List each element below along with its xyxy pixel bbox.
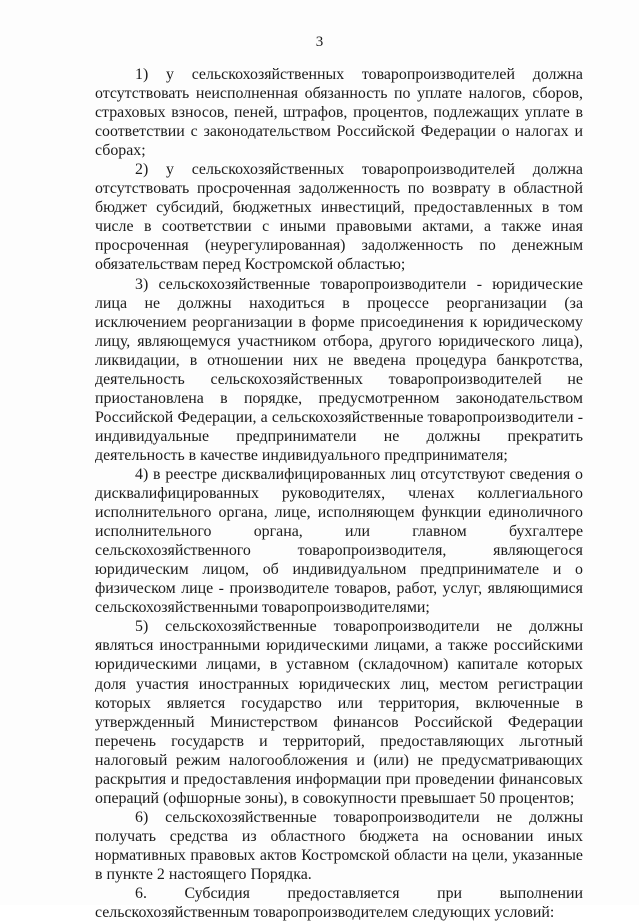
paragraph-item-4: 4) в реестре дисквалифицированных лиц отсутствуют сведения о дисквалифицированных руководителях, членах коллегиального исполнительного органа, лице, исполняющем функции единоличного исполнительного органа, или главном бухгалтере сельскохозяйственного товаропроизводителя, являющегося юридическим лицом, об индивидуальном предпринимателе и о физическом лице - производителе товаров, работ, услуг, являющимися сельскохозяйственными товаропроизводителями; xyxy=(95,465,583,617)
page-number: 3 xyxy=(315,34,324,50)
paragraph-item-3: 3) сельскохозяйственные товаропроизводители - юридические лица не должны находиться в процессе реорганизации (за исключением реорганизации в форме присоединения к юридическому лицу, являющемуся участником отбора, другого юридического лица), ликвидации, в отношении них не введена процедура банкротства, деятельность сельскохозяйственных товаропроизводителей не приостановлена в порядке, предусмотренном законодательством Российской Федерации, а сельскохозяйственные товаропроизводители - индивидуальные предприниматели не должны прекратить деятельность в качестве индивидуального предпринимателя; xyxy=(95,275,583,464)
paragraph-section-6: 6. Субсидия предоставляется при выполнении сельскохозяйственным товаропроизводителем следующих условий: xyxy=(95,885,583,922)
paragraph-item-2: 2) у сельскохозяйственных товаропроизводителей должна отсутствовать просроченная задолженность по возврату в областной бюджет субсидий, бюджетных инвестиций, предоставленных в том числе в соответствии с иными правовыми актами, а также иная просроченная (неурегулированная) задолженность по денежным обязательствам перед Костромской областью; xyxy=(95,161,583,274)
paragraph-item-6: 6) сельскохозяйственные товаропроизводители не должны получать средства из областного бюджета на основании иных нормативных правовых актов Костромской области на цели, указанные в пункте 2 настоящего Порядка. xyxy=(95,808,583,883)
document-body xyxy=(95,65,583,922)
paragraph-item-1: 1) у сельскохозяйственных товаропроизводителей должна отсутствовать неисполненная обязанность по уплате налогов, сборов, страховых взносов, пеней, штрафов, процентов, подлежащих уплате в соответствии с законодательством Российской Федерации о налогах и сборах; xyxy=(95,66,583,160)
paragraph-item-5: 5) сельскохозяйственные товаропроизводители не должны являться иностранными юридическими лицами, а также российскими юридическими лицами, в уставном (складочном) капитале которых доля участия иностранных юридических лиц, местом регистрации которых является государство или территория, включенные в утвержденный Министерством финансов Российской Федерации перечень государств и территорий, предоставляющих льготный налоговый режим налогообложения и (или) не предусматривающих раскрытия и предоставления информации при проведении финансовых операций (офшорные зоны), в совокупности превышает 50 процентов; xyxy=(95,618,583,807)
